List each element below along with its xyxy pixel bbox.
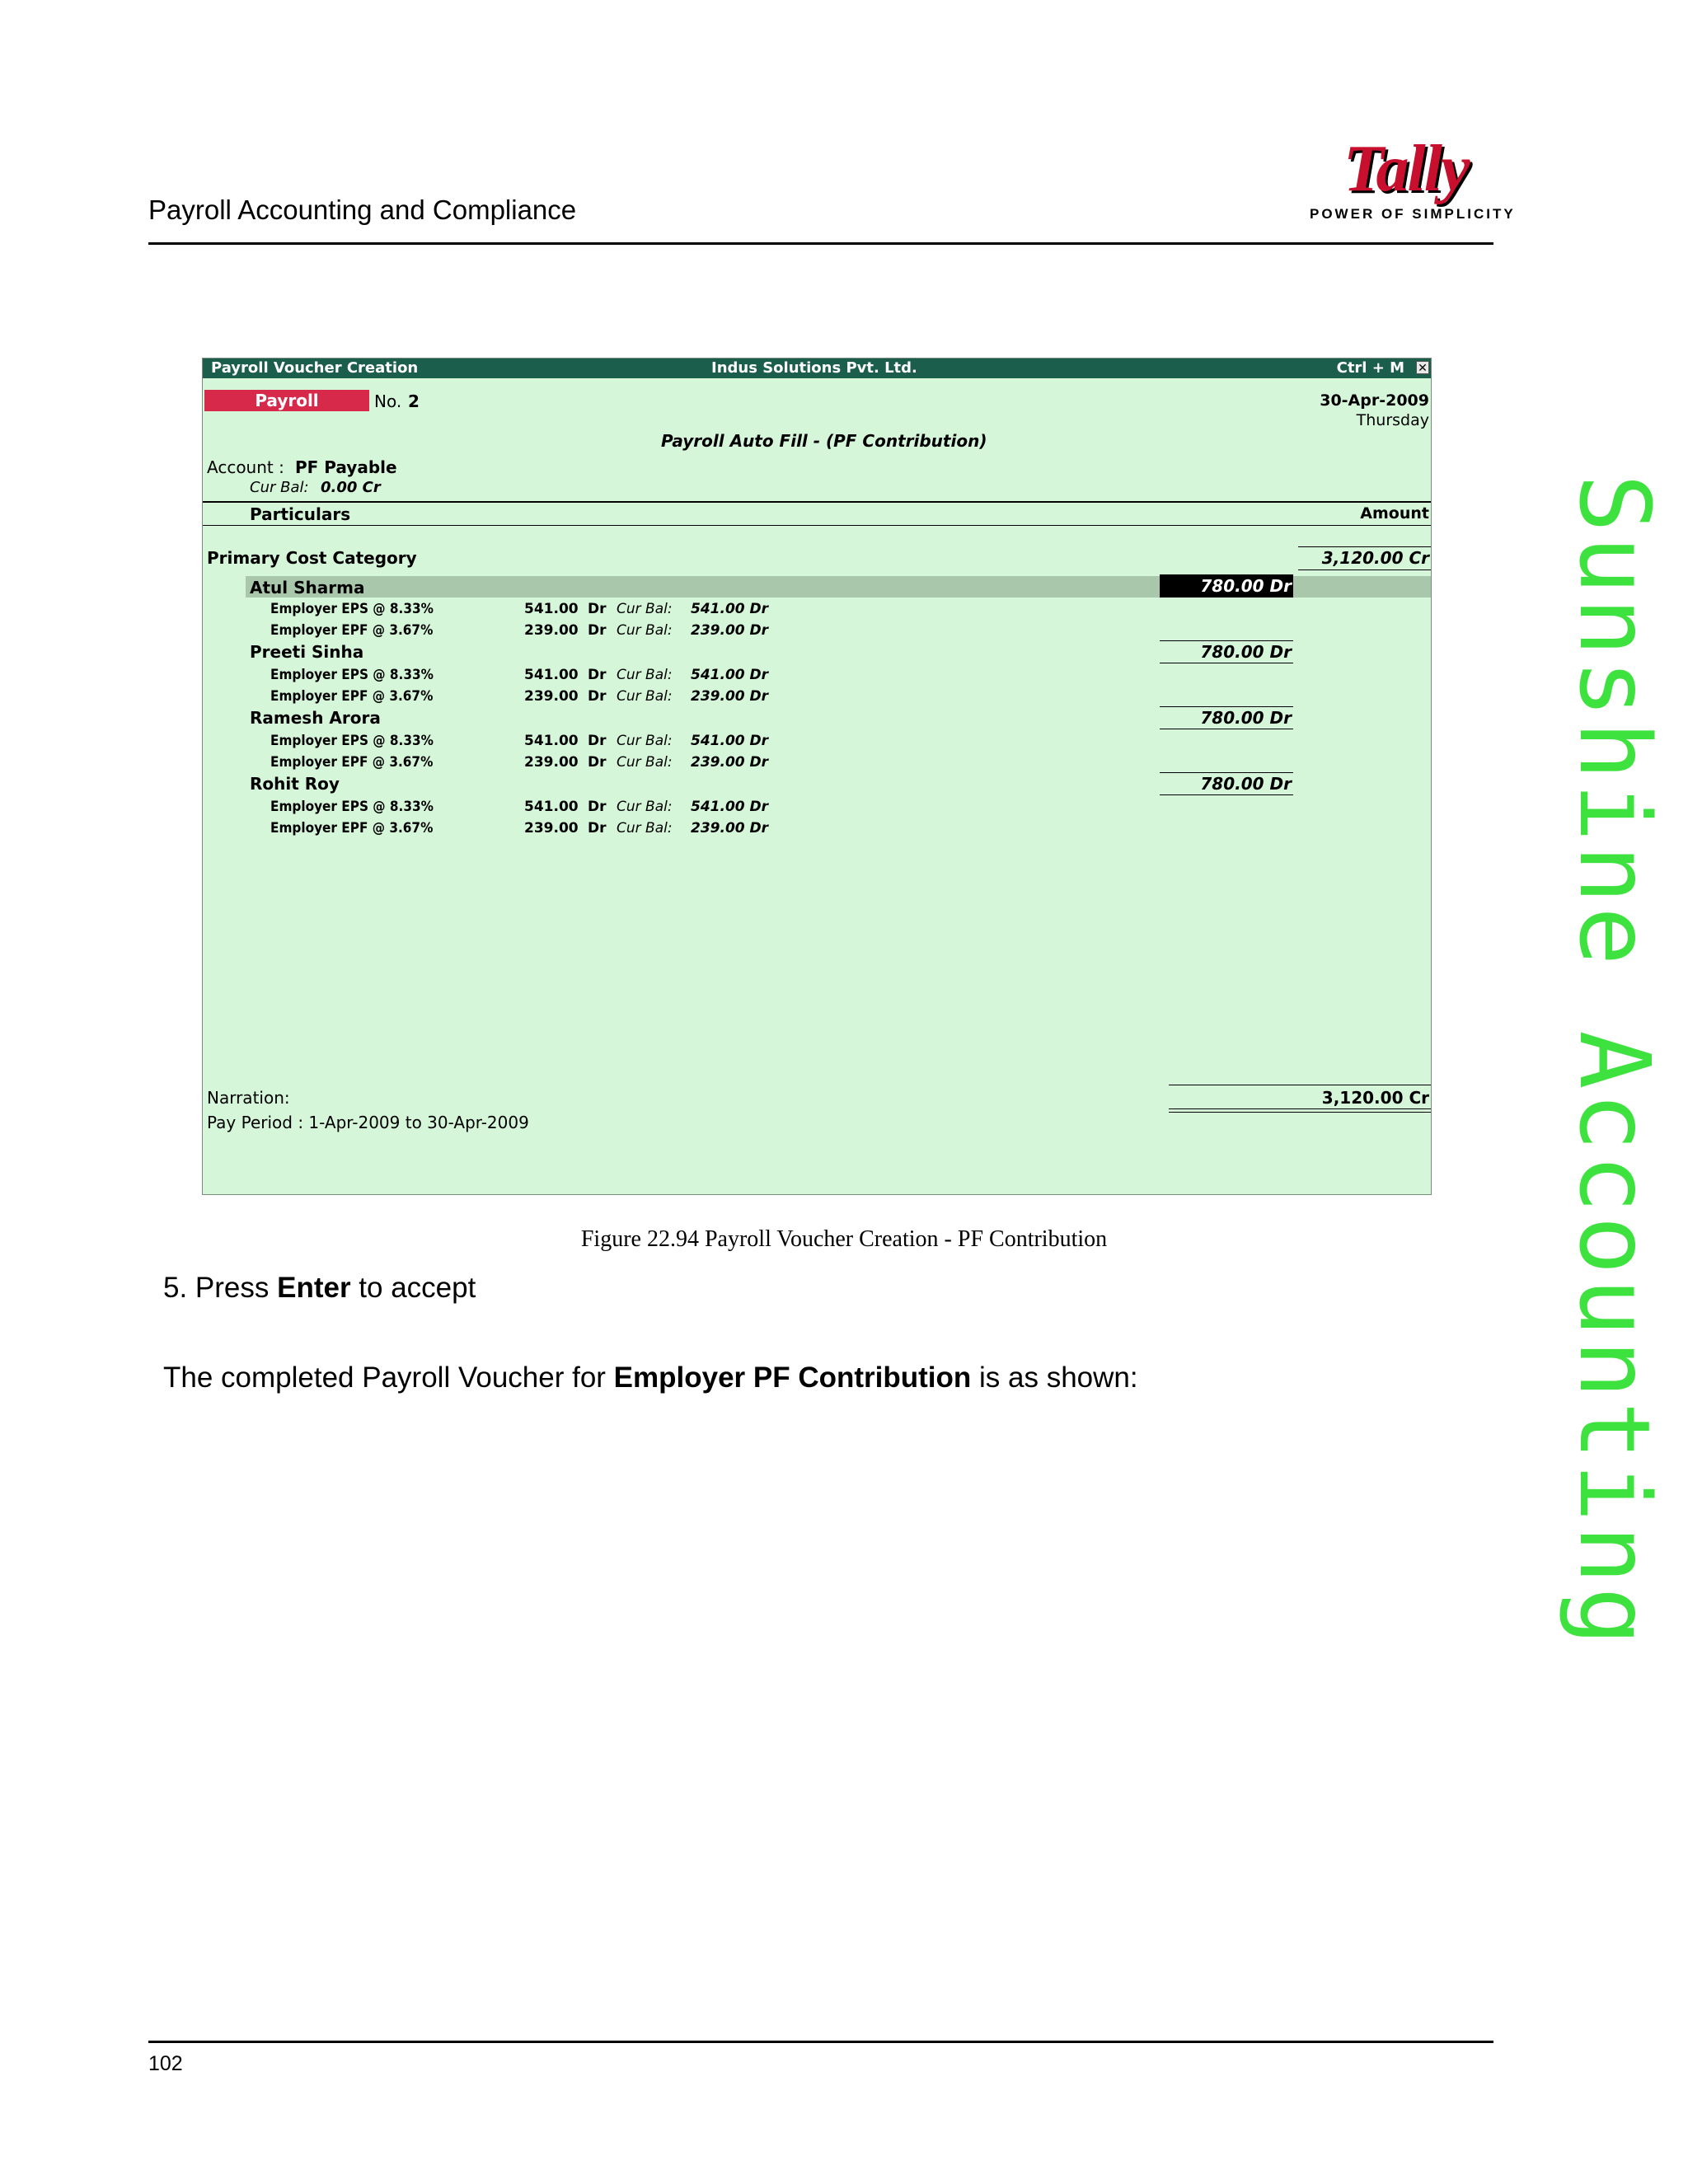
figure-caption: Figure 22.94 Payroll Voucher Creation - PF Contribution	[580, 1226, 1108, 1252]
step-5-text	[163, 1272, 476, 1305]
total-under-rule-2	[1169, 1112, 1431, 1113]
step-5-suffix: to accept	[350, 1272, 476, 1304]
ledger-amount: 239.00	[524, 688, 579, 705]
ledger-amount: 239.00	[524, 820, 579, 837]
ledger-drcr: Dr	[588, 799, 607, 815]
ledger-name: Employer EPF @ 3.67%	[270, 820, 434, 837]
voucher-day: Thursday	[1356, 411, 1429, 429]
col-amount: Amount	[1360, 504, 1429, 523]
tally-logo: Tally	[1343, 133, 1469, 205]
ledger-bal-value: 239.00 Dr	[691, 622, 769, 639]
tally-logo-tagline: POWER OF SIMPLICITY	[1310, 206, 1516, 222]
voucher-no-label: No.	[374, 391, 402, 411]
window-title: Payroll Voucher Creation	[211, 359, 419, 377]
total-under-rule-1	[1169, 1108, 1431, 1109]
account-value[interactable]: PF Payable	[295, 457, 397, 477]
ledger-amount: 239.00	[524, 622, 579, 639]
ledger-bal-value: 239.00 Dr	[691, 754, 769, 771]
company-name: Indus Solutions Pvt. Ltd.	[711, 359, 917, 377]
voucher-type-badge[interactable]: Payroll	[204, 390, 369, 411]
ledger-amount: 541.00	[524, 667, 579, 683]
ledger-name: Employer EPF @ 3.67%	[270, 754, 434, 771]
page-number: 102	[148, 2052, 183, 2075]
step-5-prefix: 5. Press	[163, 1272, 278, 1304]
ledger-bal-value: 541.00 Dr	[691, 733, 769, 749]
cost-category[interactable]: Primary Cost Category	[207, 548, 417, 568]
cur-bal-value: 0.00 Cr	[321, 479, 381, 496]
header-rule	[148, 242, 1493, 245]
ledger-name: Employer EPF @ 3.67%	[270, 622, 434, 639]
ledger-amount: 541.00	[524, 799, 579, 815]
ledger-bal-value: 541.00 Dr	[691, 667, 769, 683]
ledger-bal-label: Cur Bal:	[617, 733, 673, 749]
employee-name[interactable]: Atul Sharma	[250, 578, 365, 598]
ledger-drcr: Dr	[588, 667, 607, 683]
completed-voucher-text	[163, 1361, 1138, 1394]
ledger-bal-label: Cur Bal:	[617, 754, 673, 771]
ledger-drcr: Dr	[588, 754, 607, 771]
employee-amount[interactable]: 780.00 Dr	[1200, 774, 1292, 794]
ledger-name: Employer EPS @ 8.33%	[270, 799, 434, 815]
ledger-name: Employer EPS @ 8.33%	[270, 733, 434, 749]
employee-amount-active[interactable]: 780.00 Dr	[1160, 574, 1293, 598]
ledger-name: Employer EPS @ 8.33%	[270, 667, 434, 683]
employee-name[interactable]: Rohit Roy	[250, 774, 340, 794]
ledger-drcr: Dr	[588, 820, 607, 837]
completed-keyword: Employer PF Contribution	[613, 1361, 972, 1394]
page-header-title: Payroll Accounting and Compliance	[148, 194, 577, 225]
voucher-date[interactable]: 30-Apr-2009	[1320, 391, 1429, 410]
ledger-bal-label: Cur Bal:	[617, 820, 673, 837]
ledger-name: Employer EPF @ 3.67%	[270, 688, 434, 705]
employee-amount-rule	[1160, 640, 1293, 641]
completed-suffix: is as shown:	[971, 1361, 1138, 1394]
shortcut-label: Ctrl + M	[1336, 359, 1404, 377]
step-5-keyword: Enter	[277, 1272, 351, 1304]
ledger-amount: 541.00	[524, 601, 579, 617]
ledger-bal-value: 239.00 Dr	[691, 820, 769, 837]
particulars-header-bottom-rule	[203, 525, 1431, 526]
employee-amount-under-rule	[1160, 794, 1293, 795]
ledger-amount: 541.00	[524, 733, 579, 749]
payroll-voucher-window	[202, 358, 1432, 1195]
ledger-drcr: Dr	[588, 622, 607, 639]
employee-name[interactable]: Ramesh Arora	[250, 708, 381, 728]
ledger-bal-label: Cur Bal:	[617, 622, 673, 639]
employee-name[interactable]: Preeti Sinha	[250, 642, 364, 662]
window-title-bar	[203, 359, 1431, 378]
narration-label: Narration:	[207, 1088, 290, 1108]
voucher-no-value[interactable]: 2	[408, 391, 420, 411]
account-label: Account :	[207, 457, 284, 477]
voucher-total: 3,120.00 Cr	[1321, 1088, 1429, 1108]
watermark-text: Sunshine Accounting	[1558, 474, 1672, 1649]
category-amount-under-rule	[1298, 569, 1431, 570]
employee-amount[interactable]: 780.00 Dr	[1200, 642, 1292, 662]
ledger-bal-label: Cur Bal:	[617, 601, 673, 617]
narration-text[interactable]: Pay Period : 1-Apr-2009 to 30-Apr-2009	[207, 1113, 529, 1132]
employee-amount[interactable]: 780.00 Dr	[1200, 708, 1292, 728]
ledger-bal-label: Cur Bal:	[617, 799, 673, 815]
ledger-drcr: Dr	[588, 688, 607, 705]
watermark	[1558, 474, 1681, 1735]
employee-amount-rule	[1160, 772, 1293, 773]
footer-rule	[148, 2041, 1493, 2043]
completed-prefix: The completed Payroll Voucher for	[163, 1361, 614, 1394]
ledger-bal-value: 541.00 Dr	[691, 799, 769, 815]
col-particulars: Particulars	[250, 504, 351, 524]
autofill-title: Payroll Auto Fill - (PF Contribution)	[661, 431, 987, 451]
category-amount-rule	[1298, 546, 1431, 547]
ledger-bal-label: Cur Bal:	[617, 667, 673, 683]
ledger-drcr: Dr	[588, 601, 607, 617]
ledger-bal-value: 541.00 Dr	[691, 601, 769, 617]
category-amount: 3,120.00 Cr	[1321, 548, 1429, 568]
particulars-header-top-rule	[203, 501, 1431, 503]
ledger-bal-label: Cur Bal:	[617, 688, 673, 705]
ledger-drcr: Dr	[588, 733, 607, 749]
cur-bal-label: Cur Bal:	[250, 479, 309, 496]
ledger-name: Employer EPS @ 8.33%	[270, 601, 434, 617]
ledger-amount: 239.00	[524, 754, 579, 771]
employee-amount-rule	[1160, 706, 1293, 707]
ledger-bal-value: 239.00 Dr	[691, 688, 769, 705]
close-icon[interactable]: ✕	[1416, 361, 1429, 374]
